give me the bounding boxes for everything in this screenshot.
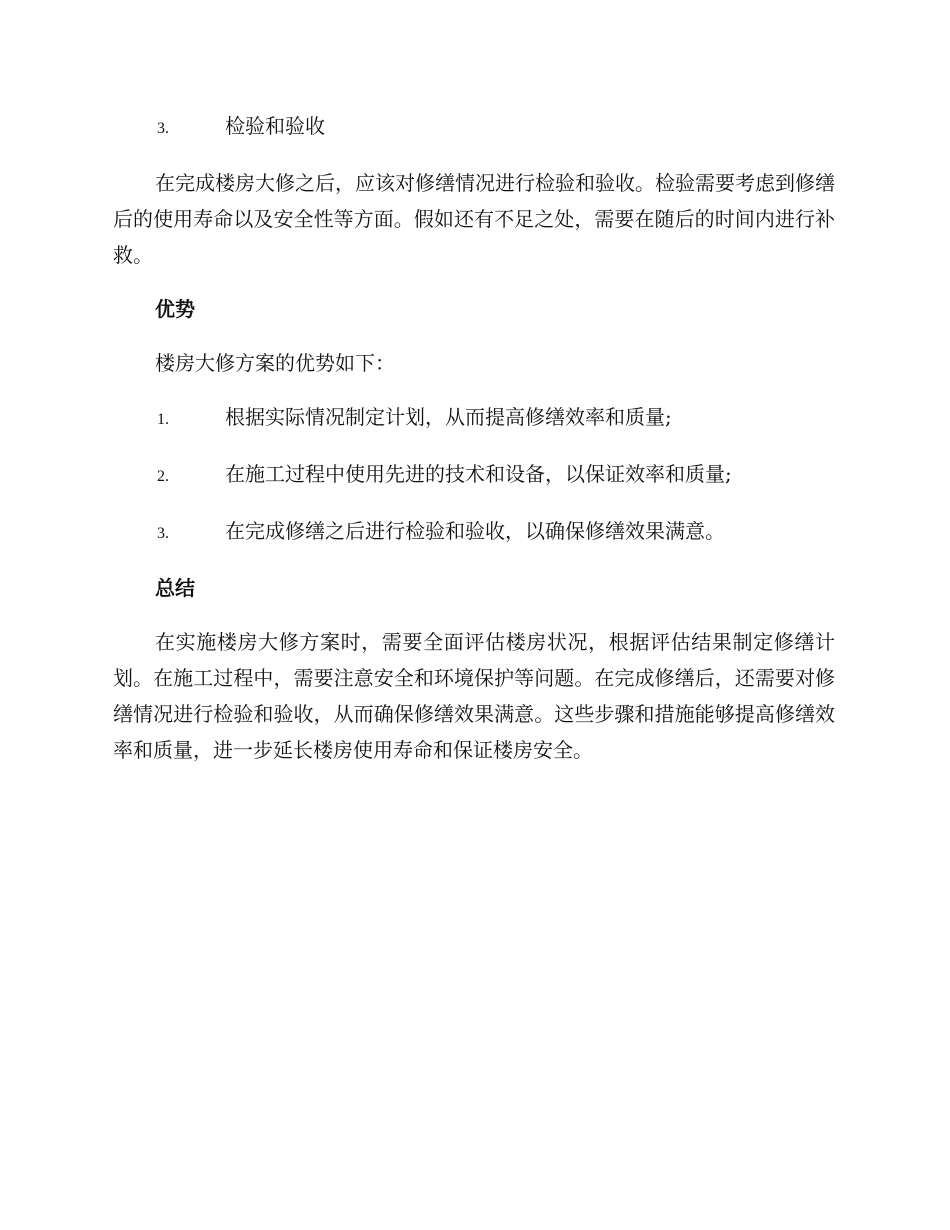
advantage-item-2-number: 2. [157,468,169,485]
summary-paragraph: 在实施楼房大修方案时，需要全面评估楼房状况，根据评估结果制定修缮计划。在施工过程中，需要注意安全和环境保护等问题。在完成修缮后，还需要对修缮情况进行检验和验收，从而确保修缮效果满意。这些步骤和措施能够提高修缮效率和质量，进一步延长楼房使用寿命和保证楼房安全。 [113,630,835,762]
summary-heading: 总结 [155,576,195,600]
advantages-heading: 优势 [155,297,195,321]
document-content [113,108,835,786]
advantage-item-1-text: 根据实际情况制定计划，从而提高修缮效率和质量; [225,405,672,429]
advantage-item-1 [113,399,835,438]
section-3-number: 3. [157,120,169,137]
advantage-item-1-number: 1. [157,411,169,428]
section-3-paragraph: 在完成楼房大修之后，应该对修缮情况进行检验和验收。检验需要考虑到修缮后的使用寿命以及安全性等方面。假如还有不足之处，需要在随后的时间内进行补救。 [113,171,835,267]
section-3-title: 检验和验收 [225,114,325,138]
advantage-item-3-number: 3. [157,525,169,542]
advantage-item-3-text: 在完成修缮之后进行检验和验收，以确保修缮效果满意。 [225,519,725,543]
advantages-intro: 楼房大修方案的优势如下： [155,351,395,375]
advantage-item-3 [113,513,835,552]
advantage-item-2-text: 在施工过程中使用先进的技术和设备，以保证效率和质量; [225,462,732,486]
section-3-heading [113,108,835,147]
advantage-item-2 [113,456,835,495]
